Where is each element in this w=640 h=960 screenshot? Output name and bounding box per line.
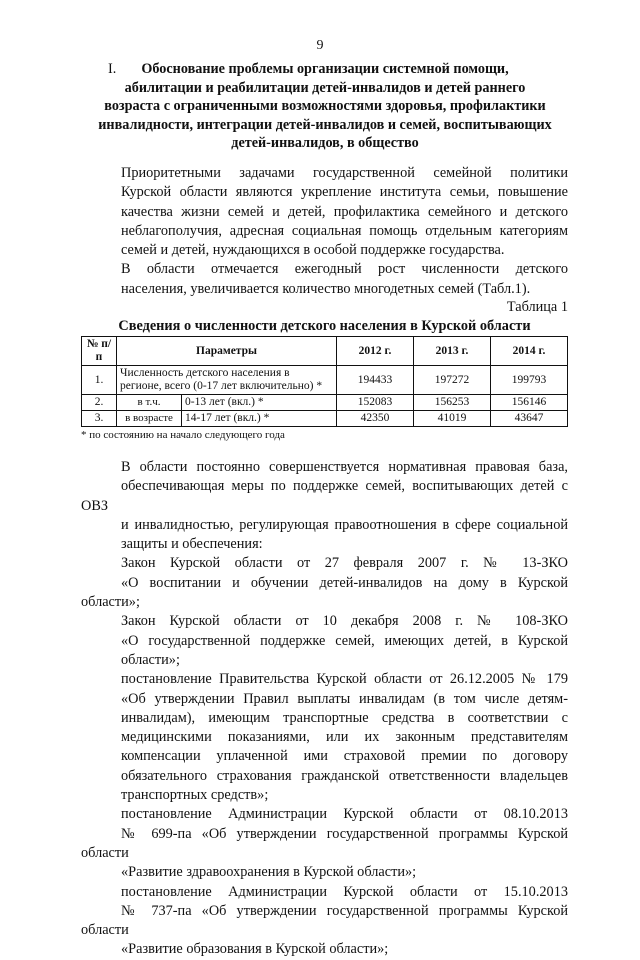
table-footnote: * по состоянию на начало следующего года: [81, 429, 285, 441]
row-subgroup: в т.ч.: [117, 395, 182, 411]
header-2012: 2012 г.: [337, 337, 414, 366]
header-num: № п/п: [82, 337, 117, 366]
text-line: медицинскими показаниями, или их законным представителям: [121, 729, 568, 746]
text-line: В области отмечается ежегодный рост численности детского: [121, 261, 568, 278]
cell-2014: 199793: [491, 366, 568, 395]
section-title-line: абилитации и реабилитации детей-инвалидов и детей раннего: [124, 79, 526, 96]
cell-2014: 156146: [491, 395, 568, 411]
text-line: № 737-па «Об утверждении государственной программы Курской области: [81, 902, 568, 939]
paragraph-resolution-737: [81, 883, 568, 960]
text-line: Курской области являются укрепление института семьи, повышение: [121, 184, 568, 201]
paragraph-priorities: [81, 164, 568, 260]
text-line: постановление Администрации Курской области от 08.10.2013: [121, 806, 568, 823]
cell-2012: 194433: [337, 366, 414, 395]
paragraph-resolution-699: [81, 805, 568, 882]
text-line: инвалидам), имеющим транспортные средства в соответствии с: [121, 709, 568, 726]
cell-2014: 43647: [491, 411, 568, 427]
cell-2013: 197272: [414, 366, 491, 395]
text-line: «О воспитании и обучении детей-инвалидов на дому в Курской области»;: [81, 574, 568, 611]
table-caption: Таблица 1: [506, 299, 568, 315]
row-num: 2.: [82, 395, 117, 411]
cell-2013: 41019: [414, 411, 491, 427]
table-row: [82, 366, 568, 395]
population-table: [81, 336, 568, 427]
paragraph-legal-base: [81, 458, 568, 554]
paragraph-law-108: [81, 612, 568, 670]
paragraph-resolution-179: [81, 670, 568, 805]
row-num: 1.: [82, 366, 117, 395]
table-header-row: [82, 337, 568, 366]
text-line: качества жизни семей и детей, профилактика семейного и детского: [121, 203, 568, 220]
row-subgroup: в возрасте: [117, 411, 182, 427]
text-line: «О государственной поддержке семей, имеющих детей, в Курской: [121, 632, 568, 649]
row-param: Численность детского населения в регионе, всего (0-17 лет включительно) *: [117, 366, 337, 395]
text-line: В области постоянно совершенствуется нормативная правовая база,: [121, 459, 568, 475]
main-text: [81, 458, 568, 960]
paragraph-law-13: [81, 554, 568, 612]
header-params: Параметры: [117, 337, 337, 366]
row-param: 14-17 лет (вкл.) *: [182, 411, 337, 427]
text-line: Закон Курской области от 27 февраля 2007 г. № 13-ЗКО: [121, 555, 568, 572]
text-line: обеспечивающая меры по поддержке семей, воспитывающих детей с ОВЗ: [81, 478, 568, 514]
row-num: 3.: [82, 411, 117, 427]
section-numeral: I.: [108, 61, 117, 77]
text-line: «Об утверждении Правил выплаты инвалидам (в том числе детям-: [121, 690, 568, 707]
paragraph-population-growth: [81, 260, 568, 299]
intro-text: [81, 164, 568, 299]
text-line: обязательного страхования гражданской ответственности владельцев: [121, 767, 568, 784]
text-line: компенсации уплаченной ими страховой премии по договору: [121, 748, 568, 765]
text-line: транспортных средств»;: [121, 787, 269, 804]
section-heading: [90, 60, 560, 153]
text-line: области»;: [121, 651, 180, 668]
text-line: защиты и обеспечения:: [121, 536, 263, 553]
text-line: постановление Правительства Курской области от 26.12.2005 № 179: [121, 671, 568, 688]
cell-2012: 42350: [337, 411, 414, 427]
section-title-line: возраста с ограниченными возможностями здоровья, профилактики: [104, 98, 546, 114]
section-title-line: детей-инвалидов, в общество: [231, 135, 419, 151]
page-number: 9: [316, 38, 324, 53]
text-line: «Развитие образования в Курской области»;: [121, 941, 389, 958]
text-line: «Развитие здравоохранения в Курской области»;: [121, 864, 417, 881]
text-line: семей и детей, нуждающихся в особой поддержке государства.: [121, 242, 505, 259]
header-2014: 2014 г.: [491, 337, 568, 366]
table-row: [82, 395, 568, 411]
section-title-line: Обоснование проблемы организации системной помощи,: [141, 61, 509, 77]
row-param: 0-13 лет (вкл.) *: [182, 395, 337, 411]
text-line: Приоритетными задачами государственной семейной политики: [121, 165, 568, 181]
text-line: Закон Курской области от 10 декабря 2008 г. № 108-ЗКО: [121, 613, 568, 630]
text-line: и инвалидностью, регулирующая правоотношения в сфере социальной: [121, 516, 568, 533]
section-title-line: инвалидности, интеграции детей-инвалидов и семей, воспитывающих: [98, 116, 552, 133]
cell-2013: 156253: [414, 395, 491, 411]
text-line: населения, увеличивается количество многодетных семей (Табл.1).: [121, 280, 531, 297]
header-2013: 2013 г.: [414, 337, 491, 366]
text-line: постановление Администрации Курской области от 15.10.2013: [121, 883, 568, 900]
table-row: [82, 411, 568, 427]
cell-2012: 152083: [337, 395, 414, 411]
text-line: № 699-па «Об утверждении государственной программы Курской области: [81, 825, 568, 861]
text-line: неблагополучия, адресная социальная помощь отдельным категориям: [121, 222, 568, 239]
table-title: Сведения о численности детского населения в Курской области: [118, 318, 531, 334]
